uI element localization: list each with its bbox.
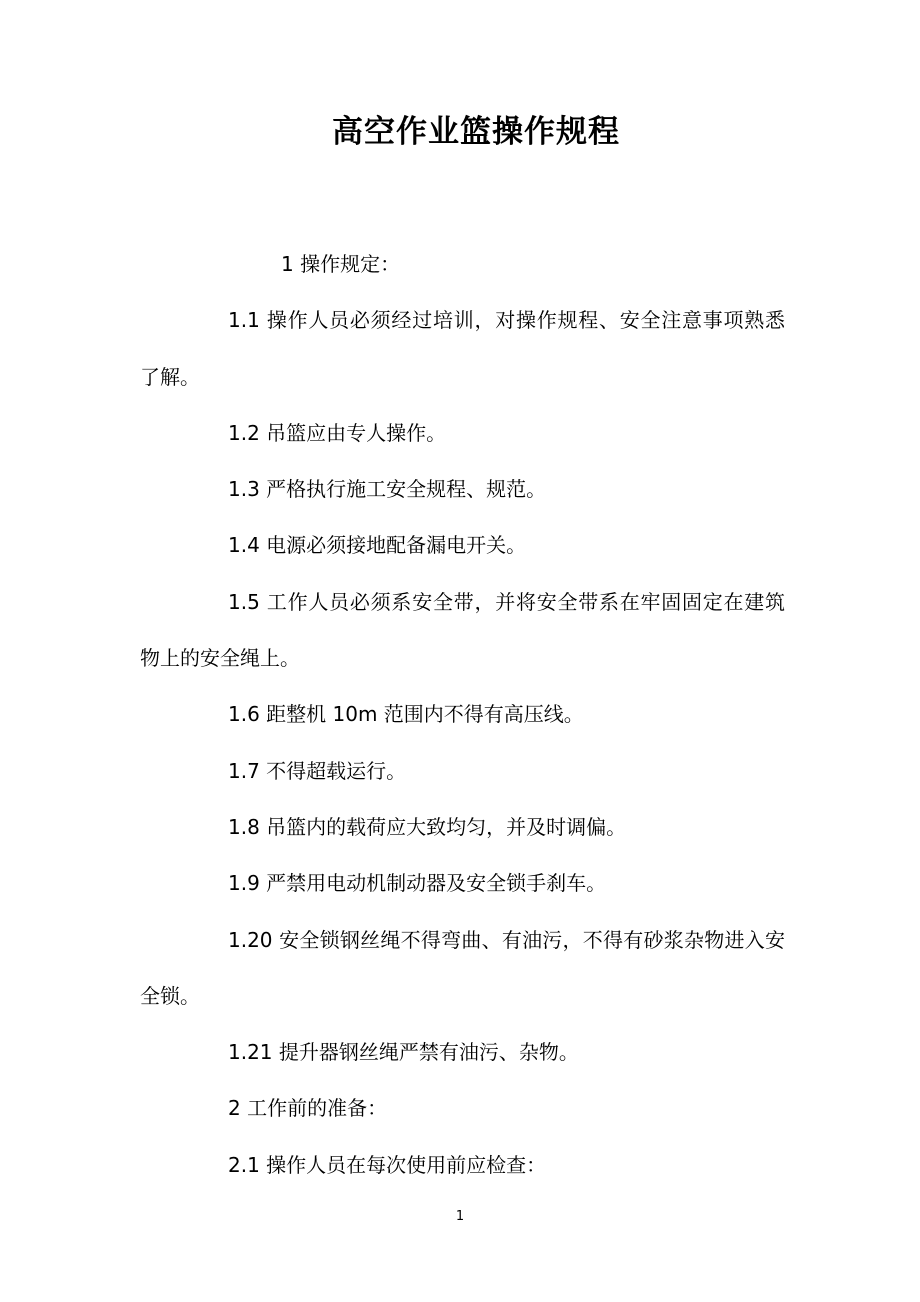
paragraph: 1.8 吊篮内的载荷应大致均匀，并及时调偏。 [228,814,627,839]
section-heading: 2 工作前的准备： [228,1096,388,1121]
section-heading: 1 操作规定： [281,252,401,276]
paragraph: 1.7 不得超载运行。 [228,758,407,783]
paragraph: 1.3 严格执行施工安全规程、规范。 [228,477,547,502]
paragraph: 2.1 操作人员在每次使用前应检查： [228,1152,547,1177]
paragraph: 1.21 提升器钢丝绳严禁有油污、杂物。 [228,1040,579,1065]
document-body [140,236,785,1193]
paragraph: 1.9 严禁用电动机制动器及安全锁手刹车。 [228,871,607,896]
paragraph: 1.1 操作人员必须经过培训，对操作规程、安全注意事项熟悉了解。 [140,308,785,389]
paragraph: 1.20 安全锁钢丝绳不得弯曲、有油污，不得有砂浆杂物进入安全锁。 [140,927,785,1008]
paragraph: 1.2 吊篮应由专人操作。 [228,420,447,445]
paragraph: 1.6 距整机 10m 范围内不得有高压线。 [228,702,584,727]
paragraph: 1.5 工作人员必须系安全带，并将安全带系在牢固固定在建筑物上的安全绳上。 [140,589,785,671]
document-title: 高空作业篮操作规程 [332,114,620,150]
page-number: 1 [455,1209,465,1224]
paragraph: 1.4 电源必须接地配备漏电开关。 [228,533,527,558]
